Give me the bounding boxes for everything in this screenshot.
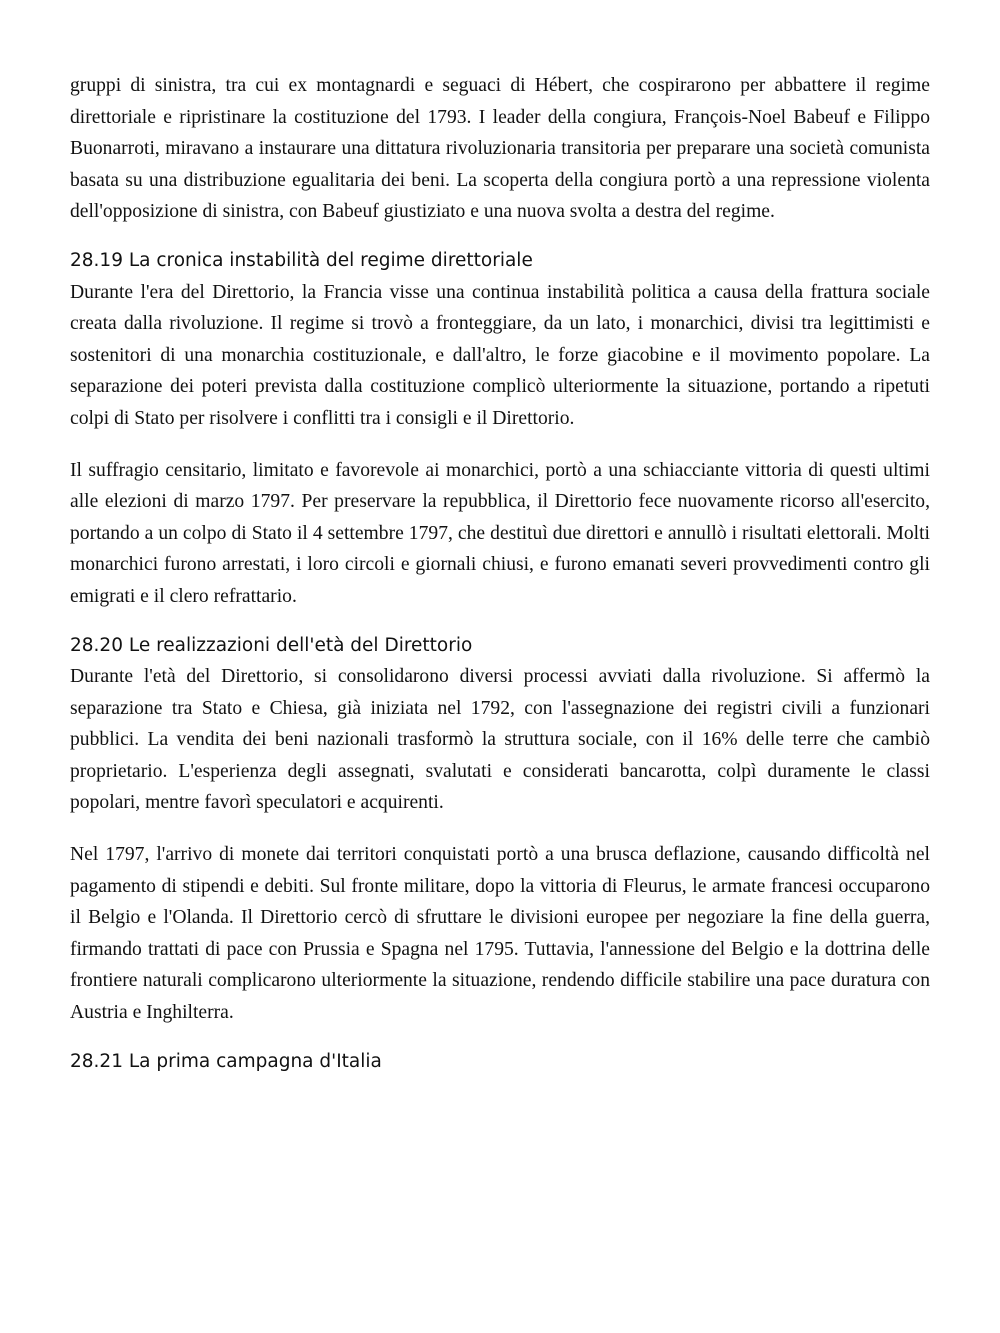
paragraph-babeuf-conspiracy: gruppi di sinistra, tra cui ex montagnardi e seguaci di Hébert, che cospirarono per abbattere il regime direttoriale e ripristinare la costituzione del 1793. I leader della congiura, François-Noel Babeuf e Filippo Buonarroti, miravano a instaurare una dittatura rivoluzionaria transitoria per preparare una società comunista basata su una distribuzione egualitaria dei beni. La scoperta della congiura portò a una repressione violenta dell'opposizione di sinistra, con Babeuf giustiziato e una nuova svolta a destra del regime. [70, 75, 930, 223]
section-heading-28-21: 28.21 La prima campagna d'Italia [70, 1050, 382, 1072]
paragraph-directory-achievements: Durante l'età del Direttorio, si consolidarono diversi processi avviati dalla rivoluzione. Si affermò la separazione tra Stato e Chiesa, già iniziata nel 1792, con l'assegnazione dei registri civili a funzionari pubblici. La vendita dei beni nazionali trasformò la struttura sociale, con il 16% delle terre che cambiò proprietario. L'esperienza degli assegnati, svalutati e considerati bancarotta, colpì duramente le classi popolari, mentre favorì speculatori e acquirenti. [70, 666, 930, 814]
paragraph-census-suffrage: Il suffragio censitario, limitato e favorevole ai monarchici, portò a una schiacciante vittoria di questi ultimi alle elezioni di marzo 1797. Per preservare la repubblica, il Direttorio fece nuovamente ricorso all'esercito, portando a un colpo di Stato il 4 settembre 1797, che destituì due direttori e annullò i risultati elettorali. Molti monarchici furono arrestati, i loro circoli e giornali chiusi, e furono emanati severi provvedimenti contro gli emigrati e il clero refrattario. [70, 459, 930, 607]
paragraph-political-instability: Durante l'era del Direttorio, la Francia visse una continua instabilità politica a causa della frattura sociale creata dalla rivoluzione. Il regime si trovò a fronteggiare, da un lato, i monarchici, divisi tra legittimisti e sostenitori di una monarchia costituzionale, e dall'altro, le forze giacobine e il movimento popolare. La separazione dei poteri prevista dalla costituzione complicò ulteriormente la situazione, portando a ripetuti colpi di Stato per risolvere i conflitti tra i consigli e il Direttorio. [70, 281, 930, 429]
section-heading-28-19: 28.19 La cronica instabilità del regime direttoriale [70, 249, 533, 271]
document-page [70, 70, 930, 1077]
section-heading-28-20: 28.20 Le realizzazioni dell'età del Direttorio [70, 634, 473, 656]
paragraph-deflation-and-war: Nel 1797, l'arrivo di monete dai territori conquistati portò a una brusca deflazione, causando difficoltà nel pagamento di stipendi e debiti. Sul fronte militare, dopo la vittoria di Fleurus, le armate francesi occuparono il Belgio e l'Olanda. Il Direttorio cercò di sfruttare le divisioni europee per negoziare la fine della guerra, firmando trattati di pace con Prussia e Spagna nel 1795. Tuttavia, l'annessione del Belgio e la dottrina delle frontiere naturali complicarono ulteriormente la situazione, rendendo difficile stabilire una pace duratura con Austria e Inghilterra. [70, 844, 930, 1024]
